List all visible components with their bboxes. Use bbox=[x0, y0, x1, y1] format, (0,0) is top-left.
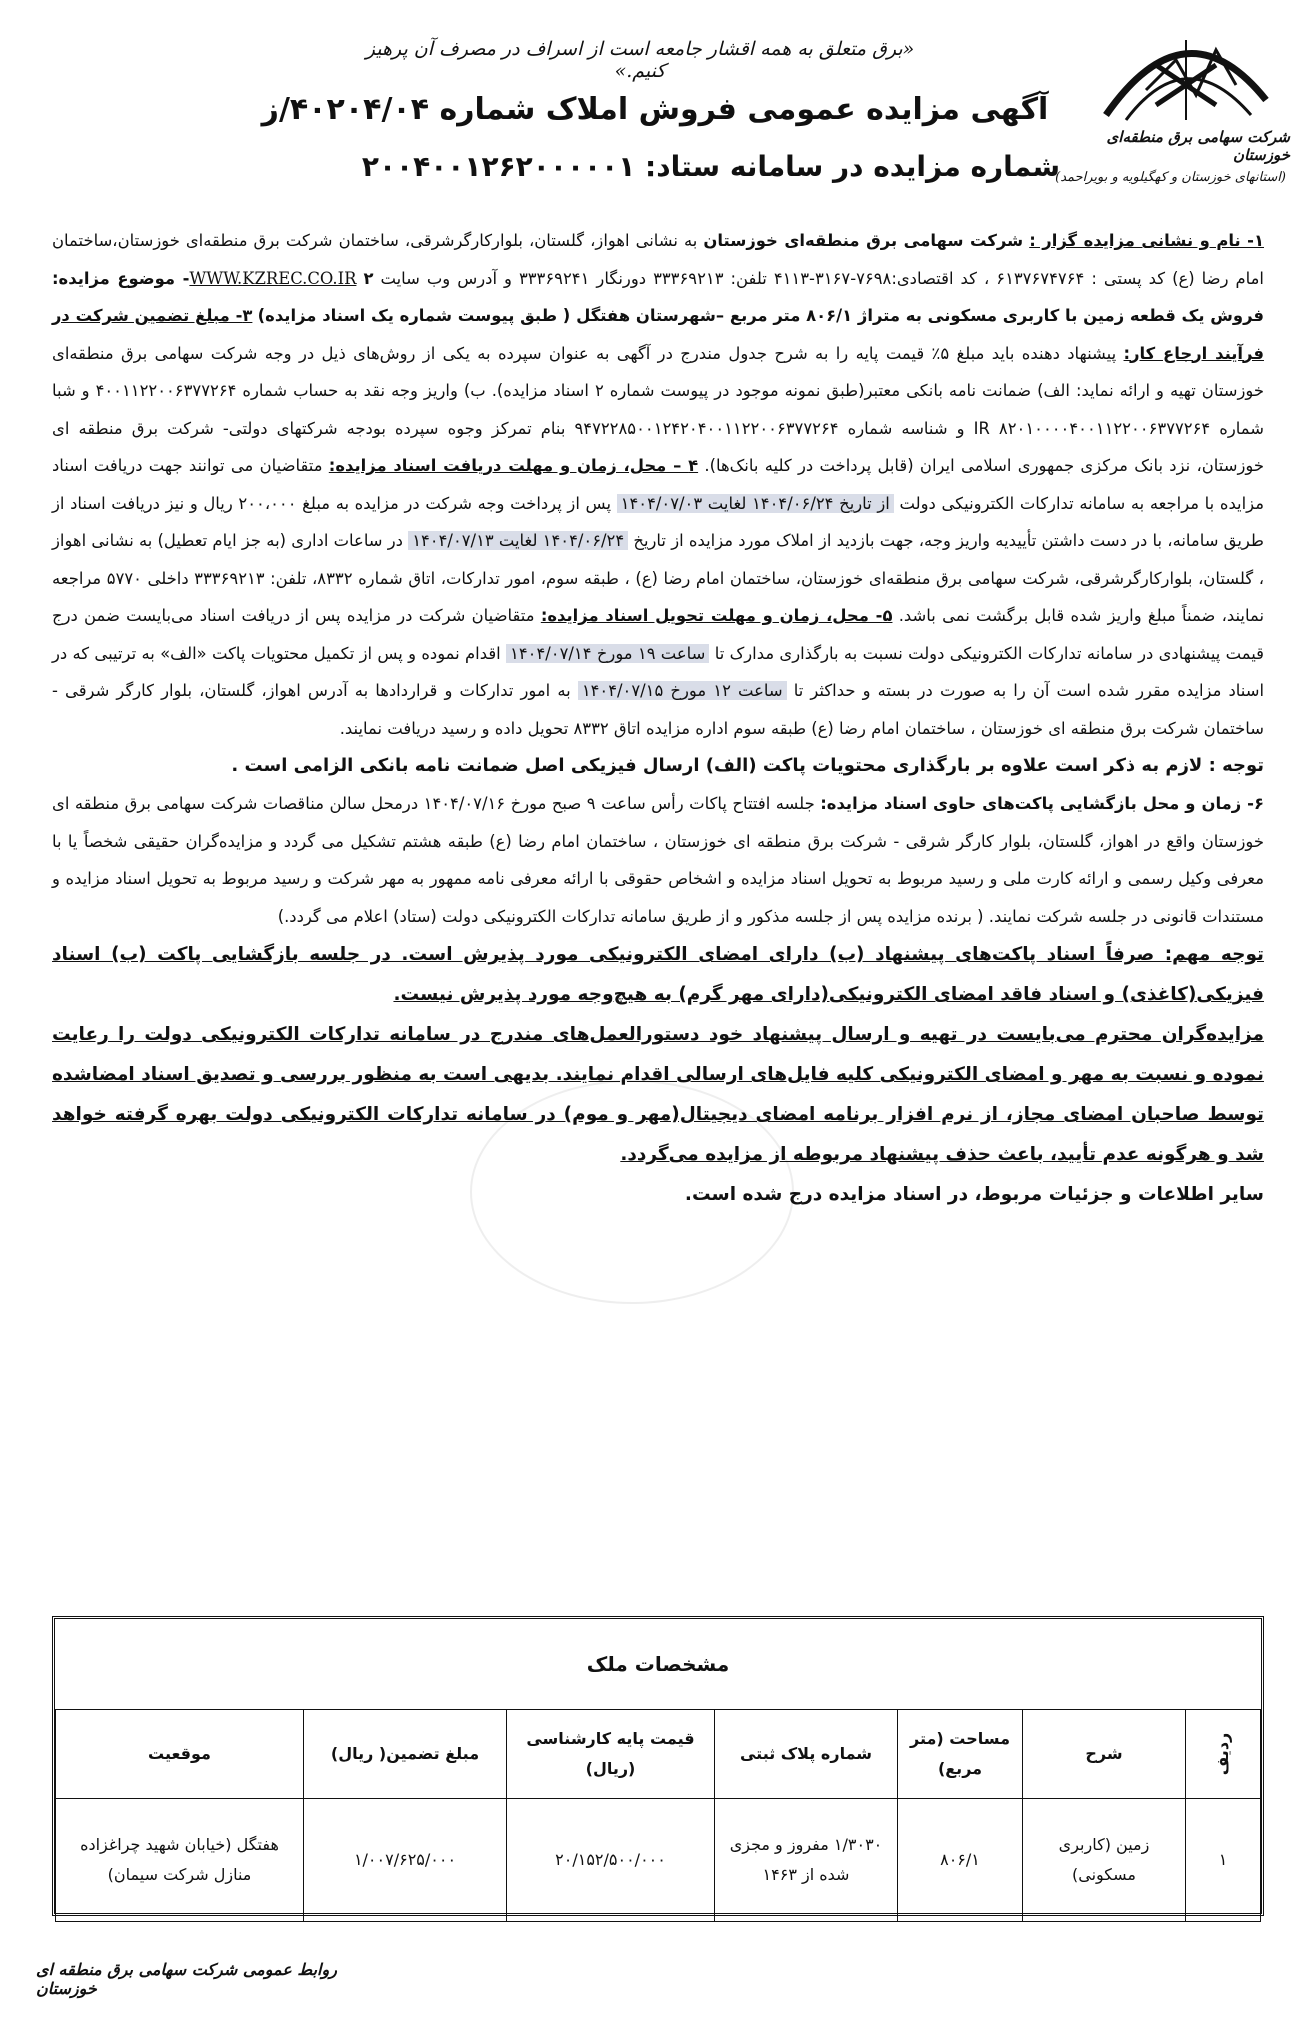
cell-plate: ۱/۳۰۳۰ مفروز و مجزی شده از ۱۴۶۳ bbox=[715, 1799, 898, 1922]
logo-company-name: شرکت سهامی برق منطقه‌ای خوزستان bbox=[1106, 128, 1290, 164]
section-1-2-3 bbox=[52, 222, 1264, 747]
cell-price: ۲۰/۱۵۲/۵۰۰/۰۰۰ bbox=[507, 1799, 715, 1922]
s4-visit-range: ۱۴۰۴/۰۶/۲۴ لغایت ۱۴۰۴/۰۷/۱۳ bbox=[408, 531, 628, 550]
th-area: مساحت (متر مربع) bbox=[898, 1710, 1023, 1799]
company-logo bbox=[1050, 20, 1290, 200]
property-table bbox=[52, 1616, 1264, 1916]
important-note-text: توجه مهم: صرفاً اسناد پاکت‌های پیشنهاد (ب) دارای امضای الکترونیکی مورد پذیرش است. در جلسه بازگشایی پاکت (ب) اسناد فیزیکی(کاغذی) و اسناد فاقد امضای الکترونیکی(دارای مهر گرم) به هیچ‌وجه مورد پذیرش نیست. bbox=[52, 944, 1264, 1005]
th-desc: شرح bbox=[1023, 1710, 1186, 1799]
th-location: موقعیت bbox=[56, 1710, 304, 1799]
s1-company: شرکت سهامی برق منطقه‌ای خوزستان bbox=[703, 231, 1024, 250]
s4-text-a: متقاضیان می توانند جهت دریافت اسناد مزایده با مراجعه به سامانه تدارکات الکترونیکی دولت bbox=[52, 456, 1264, 513]
note-bank-guarantee: توجه : لازم به ذکر است علاوه بر بارگذاری محتویات پاکت (الف) ارسال فیزیکی اصل ضمانت نامه بانکی الزامی است . bbox=[231, 755, 1264, 776]
setad-number: شماره مزایده در سامانه ستاد: ۲۰۰۴۰۰۱۲۶۲۰۰۰۰۰۱ bbox=[361, 150, 1060, 183]
other-info-note: سایر اطلاعات و جزئیات مربوط، در اسناد مزایده درج شده است. bbox=[684, 1184, 1264, 1205]
s4-text-c: در ساعات اداری (به جز ایام تعطیل) به نشانی اهواز ، گلستان، بلوارکارگرشرقی، شرکت سهامی برق منطقه‌ای خوزستان، ساختمان امام رضا (ع) ، طبقه سوم، امور تدارکات، اتاق شماره ۸۳۳۲، تلفن: ۳۳۳۶۹۲۱۳ داخلی ۵۷۷۰ مراجعه نمایند، ضمناً مبلغ واریز شده قابل برگشت نمی باشد. bbox=[52, 531, 1265, 625]
s1-title: ۱- نام و نشانی مزایده گزار : bbox=[1029, 231, 1264, 250]
s1-text: به نشانی اهواز، گلستان، بلوارکارگرشرقی، ساختمان شرکت برق منطقه‌ای خوزستان،ساختمان امام رضا (ع) کد پستی : ۶۱۳۷۶۷۴۷۶۴ ، کد اقتصادی:۷۶۹۸-۳۱۶۷-۴۱۱۳ تلفن: ۳۳۳۶۹۲۱۳ دورنگار ۳۳۳۶۹۲۴۱ و آدرس وب سایت bbox=[52, 231, 1264, 288]
s4-title: ۴ – محل، زمان و مهلت دریافت اسناد مزایده: bbox=[328, 456, 699, 475]
s4-text-b: پس از پرداخت وجه شرکت در مزایده به مبلغ ۲۰۰،۰۰۰ ریال و نیز دریافت اسناد از طریق سامانه، با در دست داشتن تأییدیه واریز وجه، جهت بازدید از املاک مورد مزایده از تاریخ bbox=[52, 493, 1264, 550]
cell-area: ۸۰۶/۱ bbox=[898, 1799, 1023, 1922]
s6-title: ۶- زمان و محل بازگشایی پاکت‌های حاوی اسناد مزایده: bbox=[820, 794, 1264, 813]
cell-guarantee: ۱/۰۰۷/۶۲۵/۰۰۰ bbox=[304, 1799, 507, 1922]
notice-title: آگهی مزایده عمومی فروش املاک شماره ۴۰۲۰۴/۰۴/ز bbox=[261, 92, 1049, 127]
s5-text-a: متقاضیان شرکت در مزایده پس از دریافت اسناد می‌بایست ضمن درج قیمت پیشنهادی در سامانه تدارکات الکترونیکی دولت نسبت به بارگذاری مدارک تا bbox=[52, 606, 1265, 663]
logo-provinces: (استانهای خوزستان و کهگیلویه و بویراحمد) bbox=[1055, 170, 1286, 185]
th-row: ردیف bbox=[1186, 1710, 1261, 1799]
slogan: «برق متعلق به همه اقشار جامعه است از اسراف در مصرف آن پرهیز کنیم.» bbox=[365, 38, 915, 82]
table-title: مشخصات ملک bbox=[586, 1652, 730, 1676]
s2-title: ۲- موضوع مزایده: bbox=[52, 268, 374, 288]
th-guarantee: مبلغ تضمین( ریال) bbox=[304, 1710, 507, 1799]
s3-text: پیشنهاد دهنده باید مبلغ ۵٪ قیمت پایه را به شرح جدول مندرج در آگهی به عنوان سپرده به یکی از روش‌های ذیل در وجه شرکت سهامی برق منطقه‌ای خوزستان تهیه و ارائه نماید: الف) ضمانت نامه بانکی معتبر(طبق نمونه موجود در پیوست شماره ۲ اسناد مزایده). ب) واریز وجه نقد به حساب شماره ۴۰۰۱۱۲۲۰۰۶۳۷۷۲۶۴ و شبا شماره IR ۸۲۰۱۰۰۰۰۴۰۰۱۱۲۲۰۰۶۳۷۷۲۶۴ و شناسه شماره ۹۴۷۲۲۸۵۰۰۱۲۴۲۰۴۰۰۱۱۲۲۰۰۶۳۷۷۲۶۴ بنام تمرکز وجوه سپرده بودجه شرکتهای دولتی- شرکت برق منطقه ای خوزستان، نزد بانک مرکزی جمهوری اسلامی ایران (قابل پرداخت در کلیه بانک‌ها). bbox=[52, 343, 1265, 475]
website-link[interactable]: WWW.KZREC.CO.IR bbox=[189, 268, 357, 288]
table-row bbox=[56, 1799, 1261, 1922]
th-price: قیمت پایه کارشناسی (ریال) bbox=[507, 1710, 715, 1799]
cell-row: ۱ bbox=[1186, 1799, 1261, 1922]
important-note bbox=[52, 935, 1264, 1015]
logo-icon bbox=[1086, 20, 1286, 130]
s5-deadline-delivery: ساعت ۱۲ مورخ ۱۴۰۴/۰۷/۱۵ bbox=[578, 681, 787, 700]
s4-date-range: از تاریخ ۱۴۰۴/۰۶/۲۴ لغایت ۱۴۰۴/۰۷/۰۳ bbox=[617, 494, 894, 513]
s3-title: ۳- مبلغ تضمین شرکت در فرآیند ارجاع کار: bbox=[52, 306, 1264, 363]
section-6 bbox=[52, 785, 1264, 935]
footer-signature: روابط عمومی شرکت سهامی برق منطقه ای خوزستان bbox=[36, 1960, 337, 1998]
s5-text-c: به امور تدارکات و قراردادها به آدرس اهواز، گلستان، بلوار کارگر شرقی - ساختمان شرکت برق منطقه ای خوزستان ، ساختمان امام رضا (ع) طبقه سوم اداره مزایده اتاق ۸۳۳۲ تحویل داده و رسید دریافت نمایند. bbox=[52, 681, 1264, 738]
cell-desc: زمین (کاربری مسکونی) bbox=[1023, 1799, 1186, 1922]
notice-body bbox=[52, 222, 1264, 1215]
e-signature-note bbox=[52, 1015, 1264, 1175]
th-plate: شماره پلاک ثبتی bbox=[715, 1710, 898, 1799]
property-specs bbox=[55, 1709, 1261, 1922]
s5-title: ۵- محل، زمان و مهلت تحویل اسناد مزایده: bbox=[540, 606, 893, 625]
s6-text: جلسه افتتاح پاکات رأس ساعت ۹ صبح مورخ ۱۴۰۴/۰۷/۱۶ درمحل سالن مناقصات شرکت سهامی برق منطقه ای خوزستان واقع در اهواز، گلستان، بلوار کارگر شرقی - شرکت برق منطقه ای خوزستان ، ساختمان امام رضا (ع) طبقه هشتم تشکیل می گردد و مزایده‌گران حقیقی شخصاً یا با معرفی وکیل رسمی و ارائه کارت ملی و رسید مربوط به تحویل اسناد مزایده و اشخاص حقوقی با ارائه معرفی نامه ممهور به مهر شرکت و رسید مربوط به تحویل اسناد مزایده و مستندات قانونی در جلسه شرکت نمایند. ( برنده مزایده پس از جلسه مذکور و از طریق سامانه تدارکات الکترونیکی دولت (ستاد) اعلام می گردد.) bbox=[52, 794, 1264, 926]
s5-deadline-upload: ساعت ۱۹ مورخ ۱۴۰۴/۰۷/۱۴ bbox=[506, 644, 709, 663]
table-header-row bbox=[56, 1710, 1261, 1799]
s5-text-b: اقدام نموده و پس از تکمیل محتویات پاکت «الف» به ترتیبی که در اسناد مزایده مقرر شده است آن را به صورت در بسته و حداکثر تا bbox=[52, 643, 1265, 700]
e-signature-note-text: مزایده‌گران محترم می‌بایست در تهیه و ارسال پیشنهاد خود دستورالعمل‌های مندرج در سامانه تدارکات الکترونیکی دولت را رعایت نموده و نسبت به مهر و امضای الکترونیکی کلیه فایل‌های ارسالی اقدام نمایند. بدیهی است به منظور بررسی و تصدیق اسناد امضاشده توسط صاحبان امضای مجاز، از نرم افزار برنامه امضای دیجیتال(مهر و موم) در سامانه تدارکات الکترونیکی دولت بهره گرفته خواهد شد و هرگونه عدم تأیید، باعث حذف پیشنهاد مربوطه از مزایده می‌گردد. bbox=[52, 1024, 1264, 1165]
cell-location: هفتگل (خیابان شهید چراغزاده منازل شرکت سیمان) bbox=[56, 1799, 304, 1922]
s2-text: فروش یک قطعه زمین با کاربری مسکونی به متراژ ۸۰۶/۱ متر مربع –شهرستان هفتگل ( طبق پیوست شماره یک اسناد مزایده) bbox=[257, 306, 1264, 325]
